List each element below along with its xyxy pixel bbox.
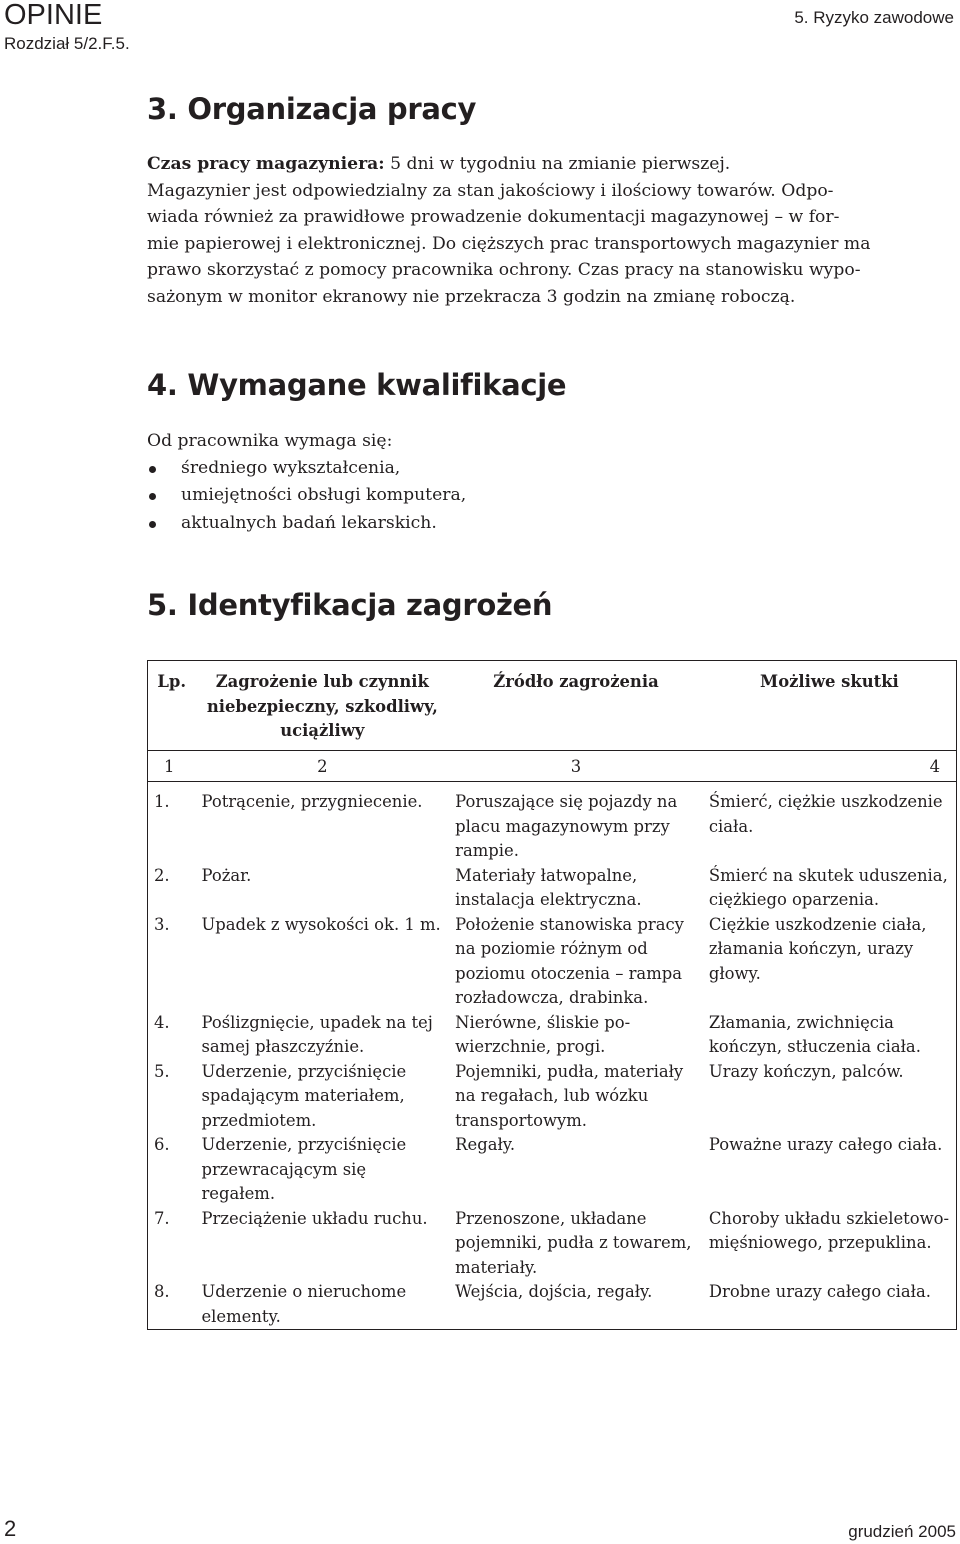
publication-title: OPINIE xyxy=(4,0,103,31)
section-label: 5. Ryzyko zawodowe xyxy=(794,8,954,27)
section-4-body xyxy=(147,428,957,537)
header-effects: Możliwe skutki xyxy=(703,661,957,751)
row-effects: Poważne urazy całego ciała. xyxy=(708,1135,943,1154)
para-line: prawo skorzystać z pomocy pracownika ochrony. Czas pracy na stanowisku wypo- xyxy=(147,260,861,281)
row-hazard: Uderzenie o nieruchome elementy. xyxy=(201,1282,407,1326)
column-number: 3 xyxy=(449,750,703,782)
list-item: umiejętności obsługi komputera, xyxy=(147,482,957,510)
row-source: Przenoszone, układane pojemniki, pudła z towarem, materiały. xyxy=(455,1208,692,1277)
row-hazard: Pożar. xyxy=(201,865,252,885)
row-lp: 1. xyxy=(154,792,170,811)
section-3-heading: 3. Organizacja pracy xyxy=(147,92,477,126)
row-hazard: Upadek z wysokości ok. 1 m. xyxy=(201,914,441,934)
row-lp: 6. xyxy=(154,1135,170,1154)
work-time-text: 5 dni w tygodniu na zmianie pierwszej. xyxy=(384,154,731,174)
issue-date: grudzień 2005 xyxy=(848,1522,956,1541)
row-source: Materiały łatwopalne, instalacja elektryczna. xyxy=(455,865,642,909)
page-header xyxy=(4,0,130,54)
row-effects: Śmierć na skutek uduszenia, ciężkiego oparzenia. xyxy=(708,865,948,909)
row-effects: Choroby układu szkieletowo-mięśniowego, przepuklina. xyxy=(708,1208,950,1252)
row-source: Nierówne, śliskie powierzchnie, progi. xyxy=(455,1012,631,1056)
header-lp: Lp. xyxy=(148,661,196,751)
row-source: Wejścia, dojścia, regały. xyxy=(455,1282,653,1301)
column-number: 4 xyxy=(703,750,957,782)
para-line: wiada również za prawidłowe prowadzenie dokumentacji magazynowej – w for- xyxy=(147,207,840,228)
chapter-reference: Rozdział 5/2.F.5. xyxy=(4,34,130,53)
section-4-heading: 4. Wymagane kwalifikacje xyxy=(147,368,567,402)
row-effects: Ciężkie uszkodzenie ciała, złamania kończyn, urazy głowy. xyxy=(708,914,927,983)
para-line: Magazynier jest odpowiedzialny za stan jakościowy i ilościowy towarów. Odpo- xyxy=(147,180,834,201)
list-item: średniego wykształcenia, xyxy=(147,455,957,483)
para-line: mie papierowej i elektronicznej. Do cięższych prac transportowych magazynier ma xyxy=(147,233,871,254)
table-row xyxy=(148,1060,957,1134)
column-number: 2 xyxy=(195,750,449,782)
row-lp: 7. xyxy=(154,1208,170,1228)
row-lp: 8. xyxy=(154,1282,170,1301)
section-3-body xyxy=(147,151,957,311)
section-3-paragraph xyxy=(147,151,957,311)
header-hazard: Zagrożenie lub czynnik niebezpieczny, szkodliwy, uciążliwy xyxy=(195,661,449,751)
table-row xyxy=(148,1280,957,1330)
section-work-organization xyxy=(147,92,957,126)
row-source: Poruszające się pojazdy na placu magazynowym przy rampie. xyxy=(455,792,678,860)
para-line: sażonym w monitor ekranowy nie przekracza 3 godzin na zmianę roboczą. xyxy=(147,286,796,307)
row-effects: Drobne urazy całego ciała. xyxy=(708,1282,931,1301)
requirements-intro: Od pracownika wymaga się: xyxy=(147,431,393,451)
header-source: Źródło zagrożenia xyxy=(449,661,703,751)
row-lp: 4. xyxy=(154,1012,170,1032)
table-row xyxy=(148,1133,957,1207)
column-number: 1 xyxy=(148,750,196,782)
requirements-list xyxy=(147,455,957,538)
table-row xyxy=(148,782,957,864)
row-hazard: Uderzenie, przyciśnięcie przewracającym się regałem. xyxy=(201,1135,407,1203)
page-number: 2 xyxy=(4,1516,17,1541)
row-source: Położenie stanowiska pracy na poziomie różnym od poziomu otoczenia – rampa rozładowcza, drabinka. xyxy=(455,914,684,1007)
row-lp: 2. xyxy=(154,865,170,885)
row-source: Pojemniki, pudła, materiały na regałach, lub wózku transportowym. xyxy=(455,1061,684,1130)
hazards-table xyxy=(147,660,957,1330)
section-qualifications xyxy=(147,368,957,402)
row-source: Regały. xyxy=(455,1135,516,1154)
section-5-heading: 5. Identyfikacja zagrożeń xyxy=(147,588,553,622)
row-effects: Urazy kończyn, palców. xyxy=(708,1061,904,1081)
row-hazard: Poślizgnięcie, upadek na tej samej płaszczyźnie. xyxy=(201,1012,433,1056)
row-hazard: Przeciążenie układu ruchu. xyxy=(201,1208,428,1228)
list-item: aktualnych badań lekarskich. xyxy=(147,510,957,538)
row-effects: Złamania, zwichnięcia kończyn, stłuczenia ciała. xyxy=(708,1012,921,1056)
row-lp: 5. xyxy=(154,1061,170,1081)
row-effects: Śmierć, ciężkie uszkodzenie ciała. xyxy=(708,792,943,836)
table-header-row xyxy=(148,661,957,751)
section-hazards xyxy=(147,588,957,622)
row-lp: 3. xyxy=(154,914,170,934)
table-row xyxy=(148,1011,957,1060)
table-row xyxy=(148,913,957,1011)
table-row xyxy=(148,864,957,913)
column-number-row xyxy=(148,750,957,782)
work-time-label: Czas pracy magazyniera: xyxy=(147,154,385,174)
row-hazard: Potrącenie, przygniecenie. xyxy=(201,792,423,811)
table-row xyxy=(148,1207,957,1281)
row-hazard: Uderzenie, przyciśnięcie spadającym materiałem, przedmiotem. xyxy=(201,1061,407,1130)
